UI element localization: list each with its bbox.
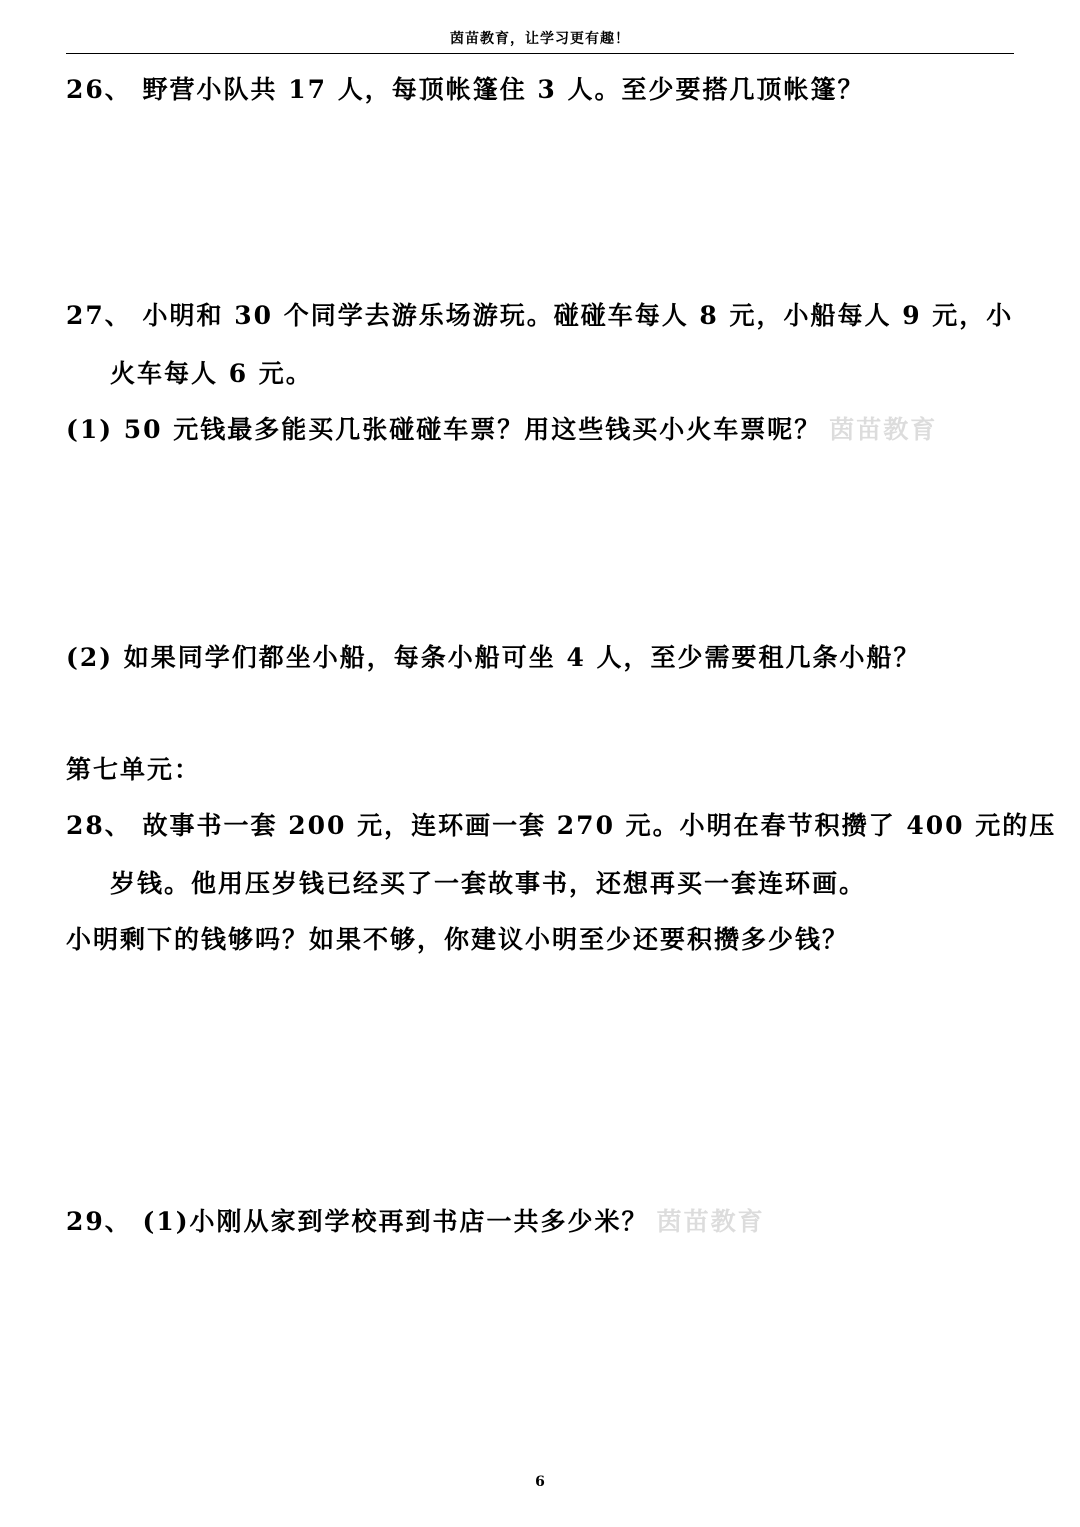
question-29-part-1 (66, 1206, 765, 1238)
question-29-part-1-text: 29、 (1)小刚从家到学校再到书店一共多少米？ (66, 1207, 649, 1236)
question-27-part-1-text: (1) 50 元钱最多能买几张碰碰车票？用这些钱买小火车票呢？ (66, 415, 822, 444)
watermark-text: 茵苗教育 (656, 1207, 765, 1236)
unit-7-heading: 第七单元： (66, 755, 202, 784)
page-number: 6 (535, 1474, 545, 1490)
question-26: 26、 野营小队共 17 人，每顶帐篷住 3 人。至少要搭几顶帐篷？ (66, 75, 865, 104)
watermark-text: 茵苗教育 (829, 415, 938, 444)
page-header: 茵苗教育，让学习更有趣！ (450, 31, 630, 47)
question-28-line-1: 28、 故事书一套 200 元，连环画一套 270 元。小明在春节积攒了 400 元的压 (66, 811, 1057, 840)
question-28-line-2: 岁钱。他用压岁钱已经买了一套故事书，还想再买一套连环画。 (110, 869, 867, 898)
header-divider (66, 53, 1014, 54)
question-28-line-3: 小明剩下的钱够吗？如果不够，你建议小明至少还要积攒多少钱？ (66, 925, 850, 954)
question-27-part-1 (66, 414, 937, 446)
question-27-line-1: 27、 小明和 30 个同学去游乐场游玩。碰碰车每人 8 元，小船每人 9 元，小 (66, 301, 1014, 330)
question-27-line-2: 火车每人 6 元。 (110, 359, 313, 388)
question-27-part-2: (2) 如果同学们都坐小船，每条小船可坐 4 人，至少需要租几条小船？ (66, 643, 921, 672)
